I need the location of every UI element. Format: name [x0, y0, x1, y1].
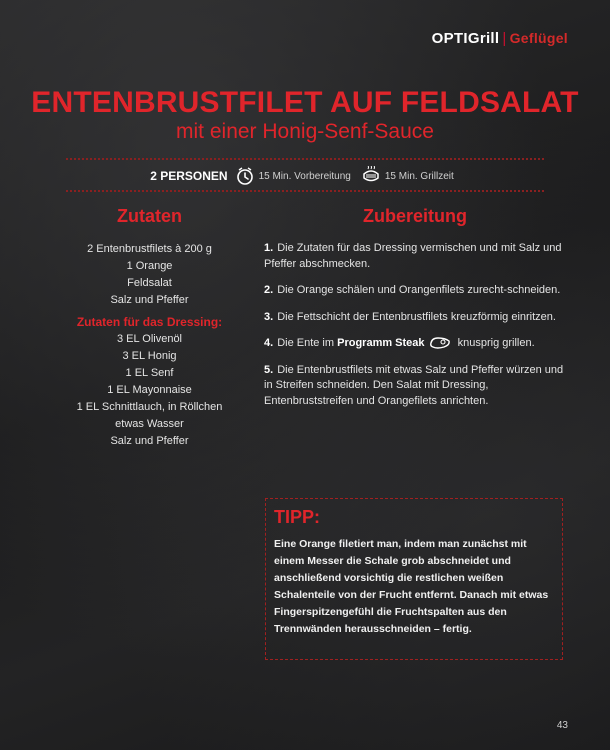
- step-3: [264, 310, 566, 326]
- dressing-item: etwas Wasser: [115, 418, 184, 430]
- dressing-item: Salz und Pfeffer: [110, 435, 189, 447]
- dressing-heading: Zutaten für das Dressing:: [76, 315, 223, 329]
- dressing-item: 1 EL Mayonnaise: [107, 384, 192, 396]
- dressing-item: 1 EL Schnittlauch, in Röllchen: [76, 401, 223, 413]
- clock-icon: [235, 166, 255, 186]
- step-4: [264, 336, 566, 352]
- brand-separator: |: [502, 30, 507, 47]
- ingredients-heading: Zutaten: [117, 206, 182, 226]
- recipe-subtitle: mit einer Honig-Senf-Sauce: [176, 120, 434, 143]
- step-number: 5.: [264, 363, 274, 376]
- step-5: [264, 363, 566, 410]
- step-number: 4.: [264, 337, 274, 349]
- ingredients-section: [62, 206, 237, 450]
- ingredients-list: [62, 241, 237, 450]
- ingredient-item: 1 Orange: [126, 260, 173, 272]
- step-text-before: Die Ente im: [277, 337, 338, 349]
- tip-text: Eine Orange filetiert man, indem man zunächst mit einem Messer die Schale grob abschneidet und anschließend vorsichtig die restlichen weißen Schalenteile von der Frucht entfernt. Danach mit etwas Fingerspitzengefühl die Fruchtspalten aus den Trennwänden herausschneiden – fertig.: [274, 538, 549, 635]
- dressing-item: 3 EL Honig: [122, 350, 177, 362]
- dressing-item: 1 EL Senf: [125, 367, 174, 379]
- divider-bottom: [66, 190, 544, 192]
- tip-heading: TIPP:: [274, 507, 321, 527]
- step-text: Die Fettschicht der Entenbrustfilets kreuzförmig einritzen.: [277, 310, 556, 323]
- page-number: 43: [556, 720, 568, 731]
- step-text: Die Orange schälen und Orangenfilets zurecht-schneiden.: [277, 284, 561, 296]
- divider-top: [66, 158, 544, 160]
- dressing-item: 3 EL Olivenöl: [116, 333, 183, 345]
- program-name: Programm Steak: [337, 337, 425, 349]
- step-text-after: knusprig grillen.: [454, 337, 535, 349]
- step-2: [264, 283, 566, 299]
- persons-label: 2 PERSONEN: [150, 169, 228, 183]
- step-number: 1.: [264, 242, 274, 254]
- brand-header: [432, 30, 568, 47]
- step-number: 2.: [264, 284, 274, 296]
- brand-name: OPTIGrill: [431, 30, 500, 47]
- step-number: 3.: [264, 310, 274, 323]
- prep-time: 15 Min. Vorbereitung: [258, 170, 351, 182]
- category-label: Geflügel: [509, 30, 568, 46]
- step-text: Die Zutaten für das Dressing vermischen und mit Salz und Pfeffer abschmecken.: [264, 242, 562, 270]
- preparation-steps: [264, 241, 566, 409]
- preparation-heading: Zubereitung: [363, 206, 467, 226]
- recipe-title: ENTENBRUSTFILET AUF FELDSALAT: [31, 86, 579, 119]
- steak-icon: [429, 337, 451, 349]
- recipe-meta: [0, 166, 610, 186]
- preparation-section: [264, 206, 566, 420]
- ingredient-item: Feldsalat: [127, 277, 172, 289]
- step-text: Die Entenbrustfilets mit etwas Salz und Pfeffer würzen und in Streifen schneiden. Den Salat mit Dressing, Entenbruststreifen und Orangefilets anrichten.: [264, 363, 564, 407]
- grill-icon: [361, 166, 381, 186]
- tip-box: [265, 498, 563, 660]
- step-1: [264, 241, 566, 272]
- grill-time: 15 Min. Grillzeit: [384, 170, 454, 182]
- ingredient-item: 2 Entenbrustfilets à 200 g: [87, 243, 212, 255]
- ingredient-item: Salz und Pfeffer: [110, 294, 189, 306]
